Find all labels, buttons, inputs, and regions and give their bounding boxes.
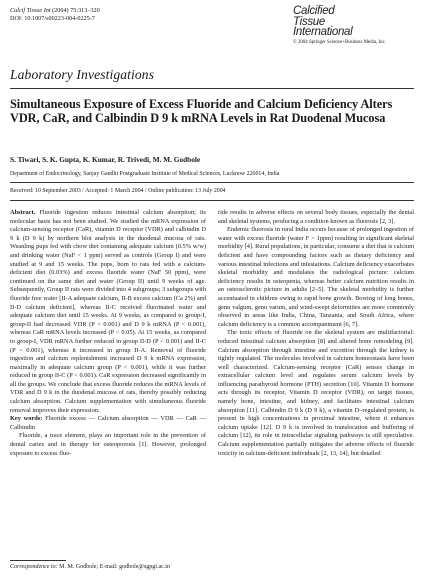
- keywords-label: Key words:: [10, 415, 43, 423]
- body-paragraph: ride results in adverse effects on several body tissues, especially the dental and skeletal systems, producing a condition known as fluorosis [2, 3].: [218, 209, 414, 225]
- correspondence-label: Correspondence to:: [10, 564, 58, 570]
- publication-dates: Received: 10 September 2003 / Accepted: 1 March 2004 / Online publication: 13 July 2004: [10, 188, 226, 194]
- body-paragraph: The toxic effects of fluoride on the skeletal system are multifactorial: reduced intestinal calcium absorption [8] and altered bone remodeling [9]. Calcium absorption through intestine and excretion through the kidney is tightly regulated. The molecules involved in calcium homeostasis have been well characterized. Calcium-sensing receptor (CaR) senses change in extracellular calcium level and regulates serum calcium levels by influencing parathyroid hormone (PTH) secretion [10]. Vitamin D hormone acts through its receptor, Vitamin D receptor (VDR), on target tissues, namely bone, intestine, and kidney, and facilitates intestinal calcium absorption [11]. Calbindin D 9 k (D 9 k), a vitamin D–regulated protein, is present in high concentrations in proximal intestine, where it enhances calcium uptake [12]. D 9 k is involved in translocation and buffering of calcium [12], its role in intracellular signaling pathways is still speculative. Calcium supplementation partially mitigates the adverse effects of fluoride toxicity in calcium-deficient individuals [2, 13, 14], but detailed: [218, 329, 414, 457]
- journal-volume: (2004) 75:313–320: [50, 7, 100, 14]
- logo-line-3: International: [293, 26, 353, 39]
- correspondence-footnote: [10, 564, 206, 572]
- journal-logo: [293, 6, 411, 45]
- journal-citation: [10, 7, 100, 22]
- footnote-divider: [10, 560, 66, 561]
- doi[interactable]: DOI: 10.1007/s00223-004-0225-7: [10, 14, 95, 22]
- abstract: [10, 209, 206, 415]
- divider: [10, 88, 414, 89]
- abstract-text: Fluoride ingestion reduces intestinal calcium absorption; its molecular basis has not been studied. We studied the mRNA expression of calcium-sensing receptor (CaR), vitamin D receptor (VDR) and calbindin D 9 k (D 9 k) by northern blot analysis in the duodenal mucosa of rats. Weanling pups fed with chow diet containing adequate calcium (0.5% w/w) and drinking water (NaF < 1 ppm) served as controls (Group I) and were studied at 9 and 15 weeks. The pups, born to rats fed with a calcium-deficient diet (0.03%) and excess fluoride water (NaF 50 ppm), were continued on the same diet and water (Group II) until 9 weeks of age. Subsequently, Group II rats were divided into 4 subgroups; 3 subgroups with fluoride free water [II-A adequate calcium, II-B excess calcium (Ca 2%) and II-D calcium deficient], whereas II-C received fluorinated water and adequate calcium diet until 15 weeks. At 9 weeks, as compared to group-I, group-II had decreased VDR (P < 0.001) and D 9 k mRNA (P < 0.001), whereas CaR mRNA levels increased (P < 0.05). At 15 weeks, as compared to group-I, VDR mRNA further reduced in group II-D (P < 0.001) and II-C (P < 0.001), whereas it increased in group II-A. Removal of fluoride ingestion and calcium replenishment increased D 9 k mRNA expression, maximally in adequate calcium group (P < 0.001), while it was further reduced in group II-C (P < 0.001). CaR expression decreased significantly in all the groups. We conclude that excess fluoride reduces the mRNA levels of VDR and D 9 k in the duodenal mucosa of rats, thereby possibly reducing calcium absorption. Calcium supplementation with simultaneous fluoride removal improves their expression.: [10, 209, 206, 414]
- logo-line-1: Calcified: [293, 5, 335, 17]
- left-column: [10, 209, 206, 458]
- divider: [10, 200, 414, 201]
- intro-paragraph: Fluoride, a trace element, plays an important role in the prevention of dental caries and in therapy for osteoporosis [1]. However, prolonged exposure to excess fluo-: [10, 432, 206, 457]
- section-heading: Laboratory Investigations: [10, 67, 155, 82]
- logo-line-2: Tissue: [293, 15, 325, 28]
- logo-wordmark: [293, 6, 411, 38]
- article-title: Simultaneous Exposure of Excess Fluoride and Calcium Deficiency Alters VDR, CaR, and Calbindin D 9 k mRNA Levels in Rat Duodenal Mucosa: [10, 97, 393, 126]
- affiliation: Department of Endocrinology, Sanjay Gandhi Postgraduate Institute of Medical Sciences, Lucknow 226014, India: [10, 171, 280, 177]
- correspondence-text[interactable]: M. M. Godbole; E-mail: godbole@sgpgi.ac.in: [57, 564, 170, 570]
- keywords-text: Fluoride excess — Calcium absorption — VDR — CaR — Calbindin: [10, 415, 206, 431]
- copyright: © 2004 Springer Science+Business Media, Inc.: [293, 39, 386, 45]
- abstract-label: Abstract.: [10, 209, 36, 216]
- divider: [10, 182, 414, 183]
- journal-name: Calcif Tissue Int: [10, 7, 51, 14]
- right-column: [218, 209, 414, 458]
- keywords: [10, 415, 206, 432]
- authors: S. Tiwari, S. K. Gupta, K. Kumar, R. Trivedi, M. M. Godbole: [10, 155, 201, 164]
- body-paragraph: Endemic fluorosis in rural India occurs because of prolonged ingestion of water with excess fluoride (water F > 1ppm) resulting in significant skeletal morbidity [4]. Rural populations, in particular, consume a diet that is calcium deficient and have compounding factors such as dietary deficiency and various intestinal infections and infestations. Calcium deficiency exacerbates skeletal morbidity and modulates the radiological picture: calcium deficiency results in osteopenia, whereas better calcium nutrition results in an osteosclerotic picture in adults [2–5]. The skeletal morbidity is further accentuated in children owing to rapid bone growth. Bowing of long bones, genu valgum, genu varum, and wind-swept deformities are more commonly observed in areas like India, China, Tanzania, and South Africa, where calcium deficiency is a common accompaniment [6, 7].: [218, 226, 415, 328]
